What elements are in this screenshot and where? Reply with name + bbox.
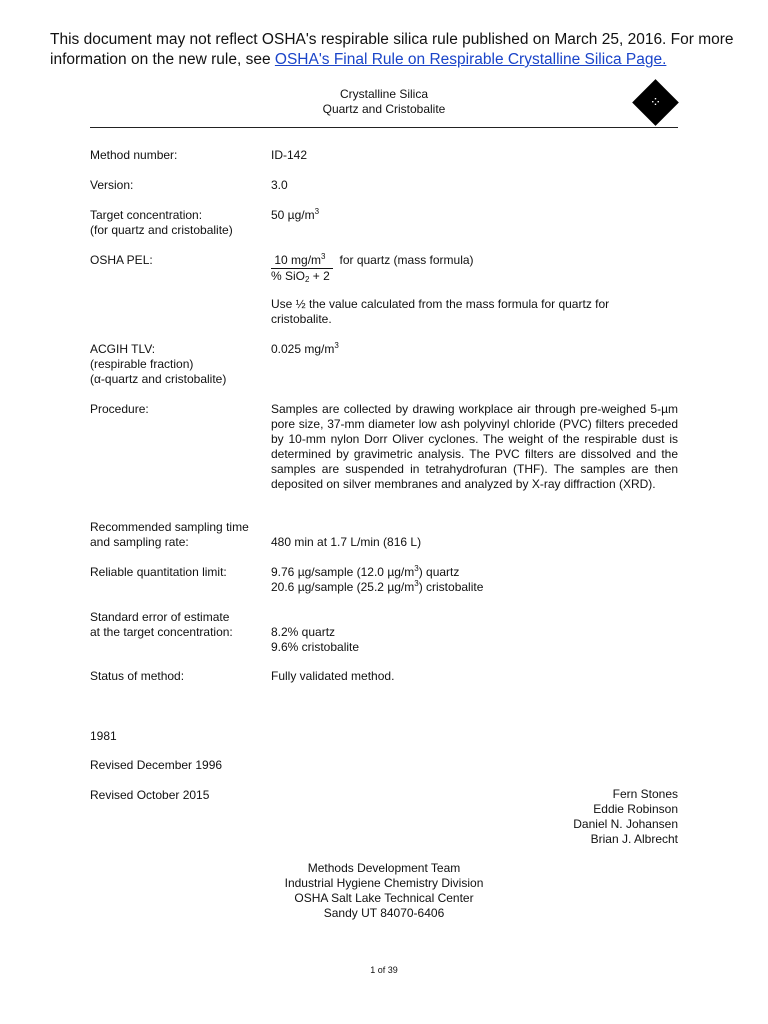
method-number-value: ID-142 [271, 148, 308, 162]
rql-quartz-text: 9.76 µg/sample (12.0 µg/m [271, 565, 415, 579]
pel-denominator-subscript: 2 [305, 275, 310, 284]
rql-quartz-suffix: ) quartz [418, 565, 460, 579]
rql-quartz [271, 565, 678, 580]
version-label: Version: [90, 178, 134, 192]
target-concentration-label [90, 208, 265, 238]
tlv-label-line-3: (α-quartz and cristobalite) [90, 372, 227, 386]
pel-numerator [271, 253, 333, 269]
pel-cristobalite-note: Use ½ the value calculated from the mass formula for quartz for cristobalite. [271, 297, 610, 326]
pel-suffix: for quartz (mass formula) [339, 253, 474, 267]
osha-pel-formula [271, 253, 678, 284]
rql-cristobalite-text: 20.6 µg/sample (25.2 µg/m [271, 580, 415, 594]
team-line: OSHA Salt Lake Technical Center [294, 891, 474, 905]
sampling-value: 480 min at 1.7 L/min (816 L) [271, 535, 422, 549]
procedure-label: Procedure: [90, 402, 149, 416]
team-line: Industrial Hygiene Chemistry Division [284, 876, 484, 890]
page-number: 1 of 39 [370, 965, 398, 975]
header-divider [90, 127, 678, 128]
see-label-line-2: at the target concentration: [90, 625, 233, 639]
pel-numerator-text: 10 mg/m [274, 253, 322, 267]
original-year: 1981 [90, 729, 117, 743]
author-name: Eddie Robinson [593, 802, 678, 816]
pel-numerator-exponent: 3 [321, 252, 326, 261]
rql-cristobalite-exponent: 3 [414, 579, 419, 588]
team-line: Methods Development Team [307, 861, 461, 875]
sampling-label-line-2: and sampling rate: [90, 535, 189, 549]
author-name: Fern Stones [612, 787, 678, 801]
revision-date-1: Revised December 1996 [90, 758, 223, 772]
tlv-label-line-2: (respirable fraction) [90, 357, 194, 371]
target-label-line-2: (for quartz and cristobalite) [90, 223, 233, 237]
author-list [440, 787, 678, 847]
status-label: Status of method: [90, 669, 185, 683]
author-name: Brian J. Albrecht [590, 832, 678, 846]
rql-cristobalite [271, 580, 678, 595]
rql-value [271, 565, 678, 595]
rql-label: Reliable quantitation limit: [90, 565, 227, 579]
title-line-2: Quartz and Cristobalite [322, 102, 446, 116]
standard-error-label [90, 610, 265, 640]
author-name: Daniel N. Johansen [573, 817, 678, 831]
tlv-value-text: 0.025 mg/m [271, 342, 335, 356]
see-cristobalite: 9.6% cristobalite [271, 640, 360, 654]
pel-denominator-text: % SiO [271, 269, 306, 283]
version-value: 3.0 [271, 178, 288, 192]
target-label-line-1: Target concentration: [90, 208, 203, 222]
title-line-1: Crystalline Silica [339, 87, 429, 101]
sampling-label [90, 520, 265, 550]
acgih-tlv-label [90, 342, 265, 387]
osha-pel-label: OSHA PEL: [90, 253, 153, 267]
see-label-line-1: Standard error of estimate [90, 610, 230, 624]
osha-diamond-logo [632, 79, 679, 126]
notice-text: This document may not reflect OSHA's respirable silica rule published on March 25, 2016. For more information on the new rule, see [50, 31, 734, 68]
tlv-label-line-1: ACGIH TLV: [90, 342, 156, 356]
acgih-tlv-value [271, 342, 678, 357]
logo-glyph-icon: ⁘ [649, 94, 662, 110]
tlv-unit-exponent: 3 [334, 341, 339, 350]
method-number-label: Method number: [90, 148, 178, 162]
sampling-label-line-1: Recommended sampling time [90, 520, 249, 534]
target-value-text: 50 µg/m [271, 208, 315, 222]
procedure-text: Samples are collected by drawing workplace air through pre-weighed 5-µm pore size, 37-mm diameter low ash polyvinyl chloride (PVC) filters preceded by 10-mm nylon Dorr Oliver cyclones. The weight of the respirable dust is determined by gravimetric analysis. The PVC filters are dissolved and the samples are suspended in tetrahydrofuran (THF). The samples are then deposited on silver membranes and analyzed by X-ray diffraction (XRD). [271, 402, 678, 491]
pel-denominator-addend: + 2 [309, 269, 330, 283]
see-quartz: 8.2% quartz [271, 625, 336, 639]
final-rule-link[interactable]: OSHA's Final Rule on Respirable Crystalline Silica Page. [274, 51, 667, 68]
revision-date-2: Revised October 2015 [90, 788, 210, 802]
rql-cristobalite-suffix: ) cristobalite [418, 580, 484, 594]
document-title [230, 87, 538, 117]
team-line: Sandy UT 84070-6406 [323, 906, 445, 920]
silica-rule-notice [50, 30, 740, 70]
standard-error-value [271, 625, 678, 655]
rql-quartz-exponent: 3 [414, 564, 419, 573]
target-concentration-value [271, 208, 678, 223]
status-value: Fully validated method. [271, 669, 395, 683]
target-unit-exponent: 3 [314, 207, 320, 216]
pel-denominator [271, 269, 678, 284]
team-address-block [234, 861, 534, 921]
